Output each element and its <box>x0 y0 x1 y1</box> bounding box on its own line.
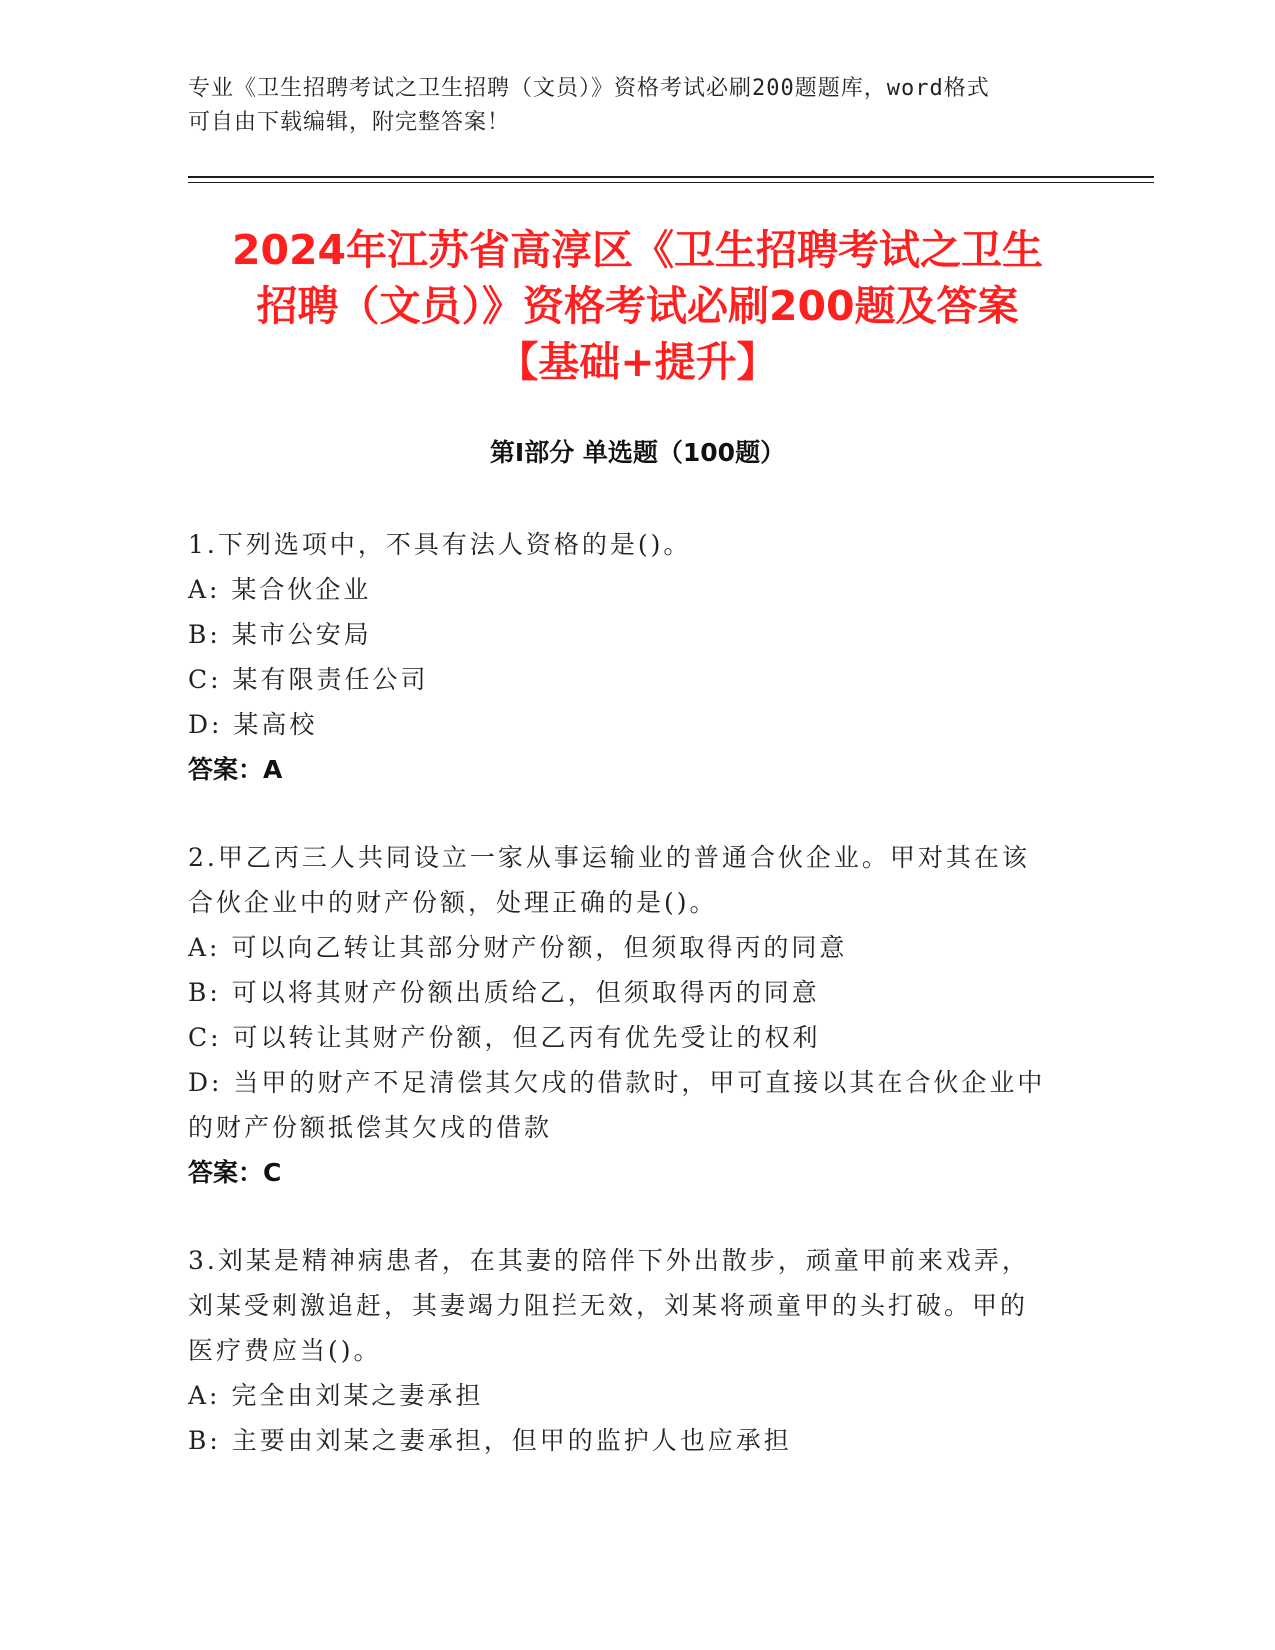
question-2 <box>188 835 1068 1195</box>
header-note-line: 可自由下载编辑，附完整答案！ <box>188 110 511 135</box>
question-stem: 刘某受刺激追赶，其妻竭力阻拦无效，刘某将顽童甲的头打破。甲的 <box>188 1291 1029 1320</box>
question-stem: 合伙企业中的财产份额，处理正确的是()。 <box>188 888 718 917</box>
question-stem: 3.刘某是精神病患者，在其妻的陪伴下外出散步，顽童甲前来戏弄， <box>188 1246 1030 1275</box>
header-note-line: 专业《卫生招聘考试之卫生招聘（文员）》资格考试必刷200题题库，word格式 <box>188 76 990 101</box>
title-line: 【基础+提升】 <box>497 338 778 386</box>
header-divider-thin <box>188 182 1154 183</box>
option-c: C: 可以转让其财产份额，但乙丙有优先受让的权利 <box>188 1023 821 1052</box>
question-1 <box>188 522 1068 792</box>
option-b: B: 可以将其财产份额出质给乙，但须取得丙的同意 <box>188 978 820 1007</box>
document-title <box>160 222 1115 390</box>
header-note <box>188 72 1068 140</box>
answer-line: 答案：C <box>188 1158 282 1187</box>
section-heading: 第Ⅰ部分 单选题（100题） <box>489 438 786 467</box>
answer-line: 答案：A <box>188 755 283 784</box>
question-3 <box>188 1238 1068 1463</box>
option-b: B: 主要由刘某之妻承担，但甲的监护人也应承担 <box>188 1426 792 1455</box>
question-stem: 1.下列选项中，不具有法人资格的是()。 <box>188 530 692 559</box>
option-a: A: 可以向乙转让其部分财产份额，但须取得丙的同意 <box>188 933 848 962</box>
option-c: C: 某有限责任公司 <box>188 665 429 694</box>
option-a: A: 完全由刘某之妻承担 <box>188 1381 484 1410</box>
header-divider-thick <box>188 176 1154 178</box>
title-line: 2024年江苏省高淳区《卫生招聘考试之卫生 <box>231 226 1044 274</box>
question-list <box>188 522 1068 1506</box>
question-stem: 医疗费应当()。 <box>188 1336 382 1365</box>
title-line: 招聘（文员）》资格考试必刷200题及答案 <box>256 282 1019 330</box>
question-stem: 2.甲乙丙三人共同设立一家从事运输业的普通合伙企业。甲对其在该 <box>188 843 1030 872</box>
option-b: B: 某市公安局 <box>188 620 372 649</box>
option-d-continued: 的财产份额抵偿其欠戌的借款 <box>188 1113 553 1142</box>
option-a: A: 某合伙企业 <box>188 575 372 604</box>
option-d: D: 某高校 <box>188 710 318 739</box>
option-d: D: 当甲的财产不足清偿其欠戌的借款时，甲可直接以其在合伙企业中 <box>188 1068 1046 1097</box>
